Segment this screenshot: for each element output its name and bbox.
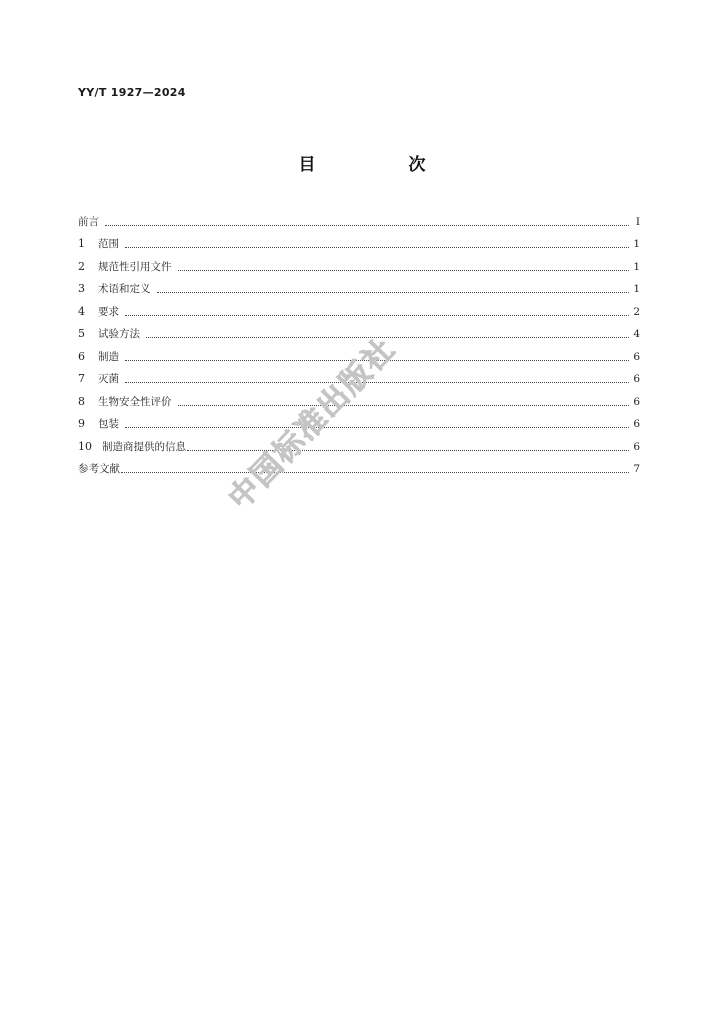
dot-leader [178,405,630,406]
publisher-watermark: 中国标准出版社 [221,331,403,517]
toc-entry-label: 灭菌 [98,373,119,385]
toc-entry-page: 7 [633,463,640,475]
toc-entry-page: 1 [633,283,640,295]
standard-code: YY/T 1927—2024 [78,86,186,99]
toc-entry-page: 6 [633,350,640,363]
toc-entry-page: Ⅰ [635,215,640,228]
dot-leader [157,292,630,293]
toc-entry-number: 1 [78,237,85,250]
toc-entry-label: 试验方法 [98,328,140,340]
toc-entry-page: 4 [633,328,640,340]
toc-entry-label: 制造 [98,350,119,363]
toc-entry-page: 1 [633,260,640,273]
toc-entry-page: 2 [633,305,640,318]
toc-entry-test-methods[interactable] [78,319,640,342]
toc-entry-number: 9 [78,417,85,430]
toc-entry-number: 7 [78,372,85,385]
toc-entry-page: 6 [633,373,640,385]
toc-entry-number: 5 [78,327,85,340]
toc-entry-label: 规范性引用文件 [98,260,172,273]
toc-entry-number: 2 [78,259,85,273]
toc-title: 目 次 [298,155,464,175]
toc-entry-label: 术语和定义 [98,283,151,295]
dot-leader [105,225,629,226]
toc-entry-biosafety-evaluation[interactable] [78,386,640,409]
toc-entry-number: 3 [78,282,85,295]
toc-entry-number: 10 [78,439,92,453]
toc-entry-terms-definitions[interactable] [78,274,640,297]
toc-entry-label: 包装 [98,418,119,430]
toc-entry-manufacturing[interactable] [78,341,640,364]
toc-entry-label: 前言 [78,215,99,228]
toc-entry-scope[interactable] [78,229,640,252]
toc-entry-label: 范围 [98,238,119,250]
dot-leader [125,315,629,316]
dot-leader [125,247,629,248]
table-of-contents [78,206,640,476]
toc-entry-label: 要求 [98,305,119,318]
toc-entry-page: 1 [633,238,640,250]
toc-entry-label: 制造商提供的信息 [102,440,186,453]
toc-entry-requirements[interactable] [78,296,640,319]
dot-leader [125,427,629,428]
dot-leader [146,337,629,338]
toc-entry-page: 6 [633,418,640,430]
toc-entry-label: 参考文献 [78,463,120,475]
dot-leader [125,360,629,361]
toc-entry-page: 6 [633,440,640,453]
toc-entry-page: 6 [633,395,640,408]
toc-entry-normative-references[interactable] [78,251,640,274]
dot-leader [121,472,629,473]
toc-entry-number: 8 [78,394,85,408]
toc-entry-number: 4 [78,304,85,318]
dot-leader [187,450,629,451]
toc-entry-sterilization[interactable] [78,364,640,387]
dot-leader [125,382,629,383]
toc-entry-bibliography[interactable] [78,454,640,477]
toc-entry-foreword[interactable] [78,206,640,229]
toc-entry-label: 生物安全性评价 [98,395,172,408]
dot-leader [178,270,630,271]
toc-entry-number: 6 [78,349,85,363]
toc-entry-manufacturer-information[interactable] [78,431,640,454]
toc-entry-packaging[interactable] [78,409,640,432]
